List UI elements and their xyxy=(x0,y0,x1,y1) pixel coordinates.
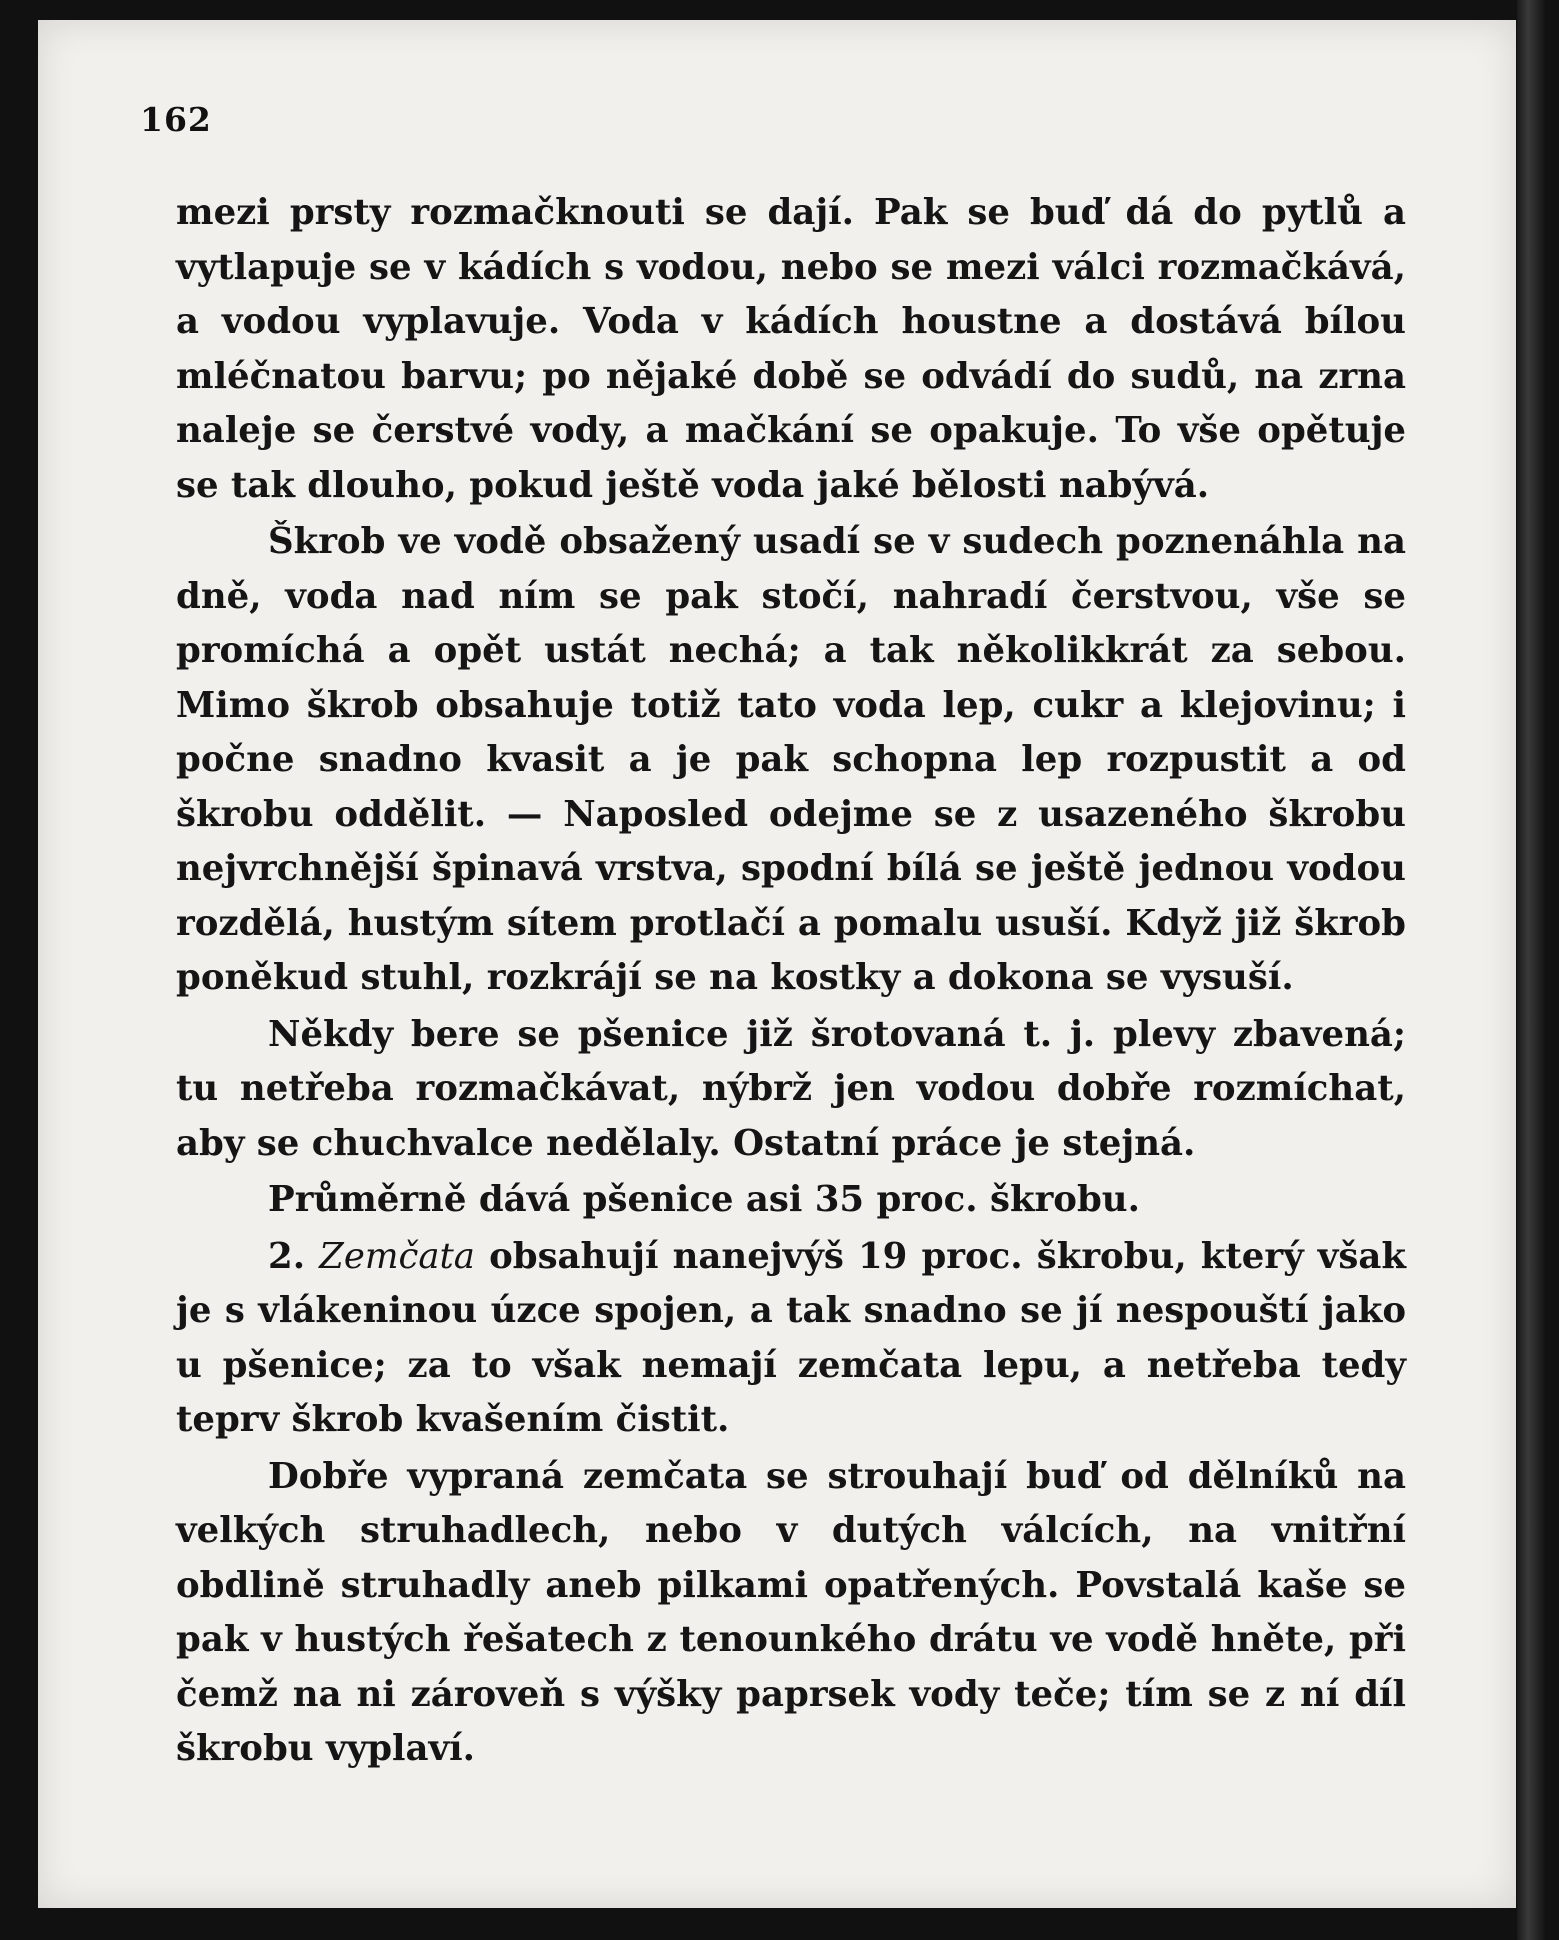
page-number: 162 xyxy=(140,100,212,139)
paragraph-4: Průměrně dává pšenice asi 35 proc. škrobu. xyxy=(268,1179,1140,1220)
list-number: 2. xyxy=(268,1235,320,1277)
binding-edge xyxy=(1517,0,1545,1940)
page-body xyxy=(176,186,1406,1777)
paragraph-1: mezi prsty rozmačknouti se dají. Pak se buď dá do pytlů a vytlapuje se v kádích s vodou, nebo se mezi válci rozmačkává, a vodou vyplavuje. Voda v kádích houstne a dostává bílou mléčnatou barvu; po nějaké době se odvádí do sudů, na zrna naleje se čerstvé vody, a mačkání se opakuje. To vše opětuje se tak dlouho, pokud ještě voda jaké bělosti nabývá. xyxy=(176,192,1406,506)
paragraph-3: Někdy bere se pšenice již šrotovaná t. j. plevy zbavená; tu netřeba rozmačkávat, nýbrž jen vodou dobře rozmíchat, aby se chuchvalce nedělaly. Ostatní práce je stejná. xyxy=(176,1013,1406,1164)
paragraph-5 xyxy=(176,1230,1406,1448)
paragraph-2: Škrob ve vodě obsažený usadí se v sudech poznenáhla na dně, voda nad ním se pak stočí, nahradí čerstvou, vše se promíchá a opět ustát nechá; a tak několikkrát za sebou. Mimo škrob obsahuje totiž tato voda lep, cukr a klejovinu; i počne snadno kvasit a je pak schopna lep rozpustit a od škrobu oddělit. — Naposled odejme se z usazeného škrobu nejvrchnější špinavá vrstva, spodní bílá se ještě jednou vodou rozdělá, hustým sítem protlačí a pomalu usuší. Když již škrob poněkud stuhl, rozkrájí se na kostky a dokona se vysuší. xyxy=(176,521,1406,998)
term-zemcata: Zemčata xyxy=(319,1235,475,1277)
paragraph-6: Dobře vypraná zemčata se strouhají buď od dělníků na velkých struhadlech, nebo v dutých válcích, na vnitřní obdlině struhadly aneb pilkami opatřených. Povstalá kaše se pak v hustých řešatech z tenounkého drátu ve vodě hněte, při čemž na ni zároveň s výšky paprsek vody teče; tím se z ní díl škrobu vyplaví. xyxy=(176,1455,1406,1769)
paragraph-5-text: obsahují nanejvýš 19 proc. škrobu, který však je s vlákeninou úzce spojen, a tak snadno se jí nespouští jako u pšenice; za to však nemají zemčata lepu, a netřeba tedy teprv škrob kvašením čistit. xyxy=(176,1235,1406,1440)
